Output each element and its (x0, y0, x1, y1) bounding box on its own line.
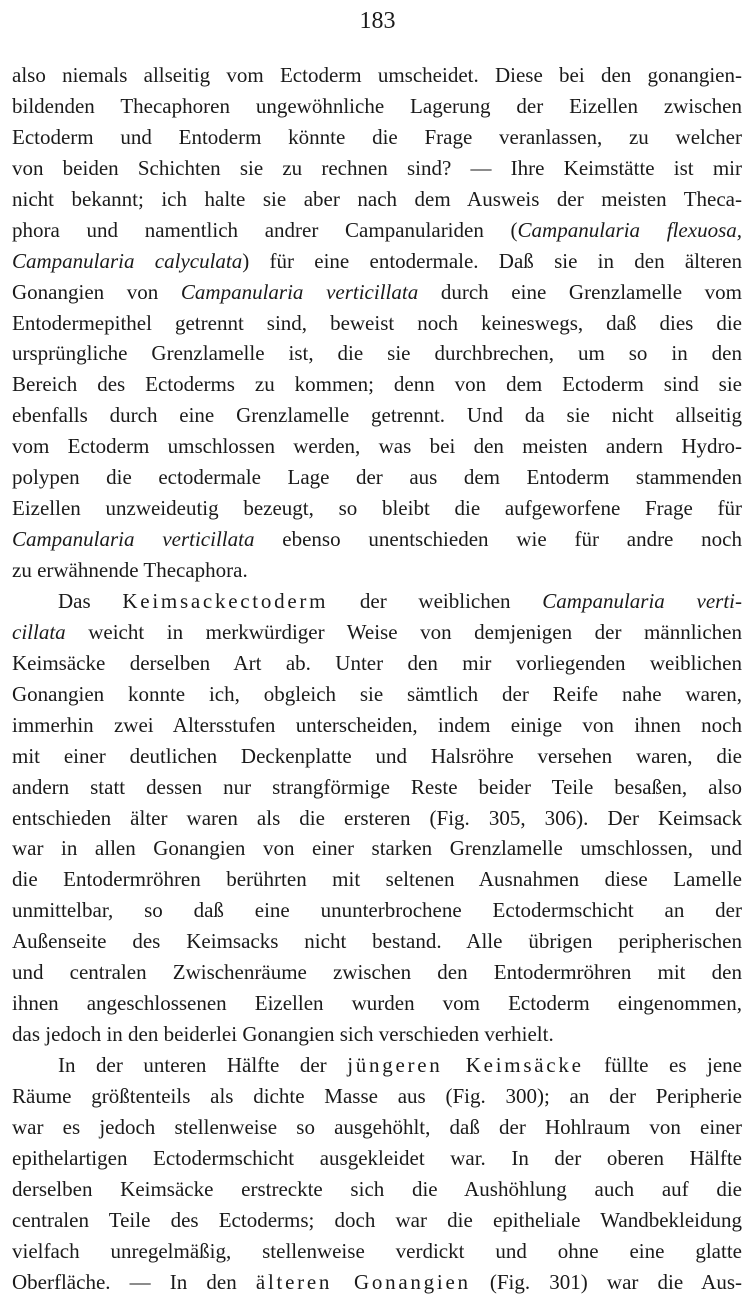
text-line (12, 710, 742, 741)
text-segment: ebenso unentschieden wie für andre noch (254, 527, 743, 552)
text-line (12, 555, 742, 586)
text-segment: Keimsäcke derselben Art ab. Unter den mir vorliegenden weiblichen (12, 650, 742, 675)
text-segment: füllte es jene (583, 1053, 743, 1077)
paragraph (12, 60, 742, 586)
text-segment: In der unteren Hälfte der (58, 1053, 348, 1077)
text-segment: nicht bekannt; ich halte sie aber nach dem Ausweis der meisten Theca- (12, 186, 742, 211)
text-segment: (Fig. 301) war die Aus- (470, 1269, 742, 1294)
text-line (12, 1081, 742, 1112)
text-segment: Ectoderm und Entoderm könnte die Frage veranlassen, zu welcher (12, 124, 742, 149)
text-segment: unmittelbar, so daß eine ununterbrochene Ectodermschicht an der (12, 898, 742, 923)
text-line (12, 1236, 742, 1267)
text-line (12, 277, 742, 308)
text-segment: von beiden Schichten sie zu rechnen sind? — Ihre Keimstätte ist mir (12, 155, 742, 180)
text-segment: Gonangien konnte ich, obgleich sie sämtlich der Reife nahe waren, (12, 681, 742, 706)
text-line (12, 772, 742, 803)
italic-text: Campanularia verti- (542, 588, 742, 613)
text-segment: das jedoch in den beiderlei Gonangien sich verschieden verhielt. (12, 1022, 554, 1047)
text-line (12, 215, 742, 246)
text-line (12, 338, 742, 369)
text-segment: Entodermepithel getrennt sind, beweist noch keineswegs, daß dies die (12, 310, 742, 335)
text-line (12, 617, 742, 648)
text-line (12, 246, 742, 277)
italic-text: Campanularia verticillata (180, 279, 419, 304)
text-line (12, 679, 742, 710)
text-segment: also niemals allseitig vom Ectoderm umscheidet. Diese bei den gonangien- (12, 63, 742, 87)
text-segment: weicht in merkwürdiger Weise von demjenigen der männlichen (65, 619, 742, 644)
text-segment: durch eine Grenzlamelle vom (418, 279, 742, 304)
text-segment: bildenden Thecaphoren ungewöhnliche Lagerung der Eizellen zwischen (12, 93, 742, 118)
text-line (12, 1267, 742, 1298)
text-line (12, 400, 742, 431)
text-line (12, 1050, 742, 1081)
text-line (12, 91, 742, 122)
text-line (12, 122, 742, 153)
page-number: 183 (359, 8, 396, 34)
text-segment: Eizellen unzweideutig bezeugt, so bleibt die aufgeworfene Frage für (12, 496, 742, 521)
text-line (12, 308, 742, 339)
text-segment: ursprüngliche Grenzlamelle ist, die sie durchbrechen, um so in den (12, 341, 742, 366)
text-segment: Bereich des Ectoderms zu kommen; denn von dem Ectoderm sind sie (12, 372, 742, 397)
text-line (12, 184, 742, 215)
text-segment: Das (58, 588, 123, 613)
italic-text: Campanularia flexuosa, (517, 217, 742, 242)
text-segment: ebenfalls durch eine Grenzlamelle getrennt. Und da sie nicht allseitig (12, 403, 742, 428)
text-segment: mit einer deutlichen Deckenplatte und Halsröhre versehen waren, die (12, 743, 742, 768)
text-segment: vielfach unregelmäßig, stellenweise verdickt und ohne eine glatte (12, 1238, 742, 1263)
text-segment: zu erwähnende Thecaphora. (12, 558, 248, 582)
text-segment: war in allen Gonangien von einer starken Grenzlamelle umschlossen, und (12, 836, 742, 861)
text-segment: entschieden älter waren als die ersteren (Fig. 305, 306). Der Keimsack (12, 805, 742, 830)
text-segment: vom Ectoderm umschlossen werden, was bei den meisten andern Hydro- (12, 434, 742, 459)
text-line (12, 524, 742, 555)
text-line (12, 1143, 742, 1174)
italic-text: cillata (12, 619, 66, 644)
text-line (12, 1174, 742, 1205)
text-segment: epithelartigen Ectodermschicht ausgekleidet war. In der oberen Hälfte (12, 1145, 742, 1170)
text-line (12, 1019, 742, 1050)
paragraph (12, 586, 742, 1050)
text-segment: war es jedoch stellenweise so ausgehöhlt, daß der Hohlraum von einer (12, 1114, 742, 1139)
text-segment: ) für eine entodermale. Daß sie in den älteren (242, 248, 742, 273)
text-segment: ihnen angeschlossenen Eizellen wurden vom Ectoderm eingenommen, (12, 991, 742, 1016)
text-line (12, 926, 742, 957)
text-line (12, 493, 742, 524)
text-segment: der weiblichen (328, 588, 543, 613)
text-line (12, 988, 742, 1019)
text-line (12, 586, 742, 617)
text-segment: polypen die ectodermale Lage der aus dem Entoderm stammenden (12, 465, 742, 490)
text-segment: derselben Keimsäcke erstreckte sich die Aushöhlung auch auf die (12, 1176, 742, 1201)
text-line (12, 369, 742, 400)
text-line (12, 153, 742, 184)
text-segment: Oberfläche. — In den (12, 1269, 256, 1294)
italic-text: Campanularia calyculata (12, 248, 243, 273)
text-segment: phora und namentlich andrer Campanulariden ( (12, 217, 518, 242)
text-line (12, 60, 742, 91)
text-segment: andern statt dessen nur strangförmige Reste beider Teile besaßen, also (12, 774, 742, 799)
text-line (12, 833, 742, 864)
text-segment: und centralen Zwischenräume zwischen den Entodermröhren mit den (12, 960, 742, 985)
text-line (12, 895, 742, 926)
spaced-text: jüngeren Keimsäcke (347, 1053, 584, 1077)
text-line (12, 462, 742, 493)
text-segment: Gonangien von (12, 279, 181, 304)
paragraph (12, 1050, 742, 1298)
text-segment: immerhin zwei Altersstufen unterscheiden, indem einige von ihnen noch (12, 712, 742, 737)
spaced-text: älteren Gonangien (255, 1269, 471, 1294)
text-segment: Außenseite des Keimsacks nicht bestand. Alle übrigen peripherischen (12, 929, 742, 954)
text-segment: centralen Teile des Ectoderms; doch war die epitheliale Wandbekleidung (12, 1207, 742, 1232)
text-line (12, 1205, 742, 1236)
text-line (12, 957, 742, 988)
spaced-text: Keimsackectoderm (122, 588, 329, 613)
text-line (12, 864, 742, 895)
text-segment: Räume größtenteils als dichte Masse aus (Fig. 300); an der Peripherie (12, 1083, 742, 1108)
text-segment: die Entodermröhren berührten mit seltenen Ausnahmen diese Lamelle (12, 867, 742, 892)
text-line (12, 648, 742, 679)
text-line (12, 803, 742, 834)
text-line (12, 1112, 742, 1143)
text-line (12, 431, 742, 462)
body-text (12, 60, 742, 1298)
italic-text: Campanularia verticillata (12, 527, 255, 552)
text-line (12, 741, 742, 772)
